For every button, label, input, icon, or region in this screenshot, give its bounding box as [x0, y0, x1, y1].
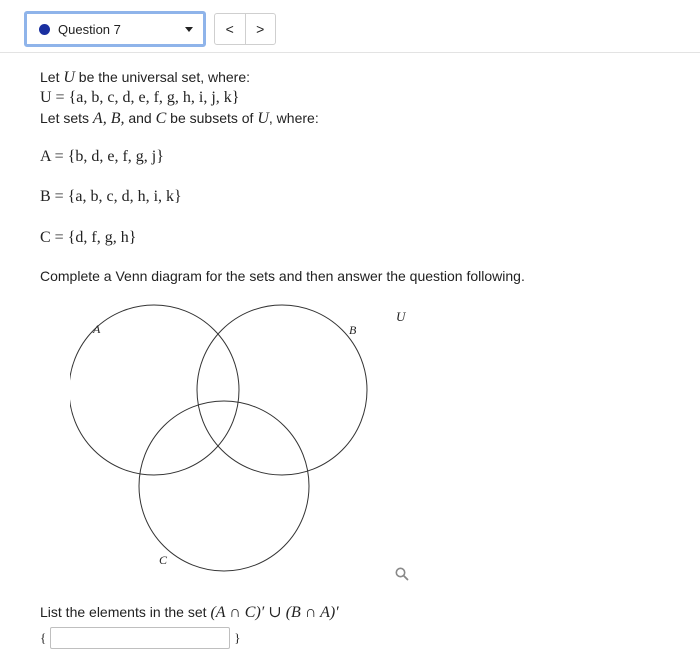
- intro-text-1: Let: [40, 69, 64, 85]
- prompt-text: List the elements in the set: [40, 604, 211, 620]
- question-toolbar: [0, 0, 700, 60]
- universal-set-definition: U = {a, b, c, d, e, f, g, h, i, j, k}: [40, 89, 240, 106]
- answer-row: [40, 626, 241, 650]
- subsets-text-2: and: [124, 110, 156, 126]
- previous-question-button[interactable]: <: [225, 21, 234, 37]
- answer-input[interactable]: [50, 627, 230, 649]
- circle-c: [139, 401, 309, 571]
- label-a: A: [93, 322, 101, 336]
- status-dot-icon: [39, 24, 50, 35]
- subsets-vars-ab: A, B,: [92, 110, 125, 127]
- caret-down-icon: [185, 27, 193, 32]
- subsets-intro: [40, 110, 319, 128]
- question-selector[interactable]: [24, 11, 206, 47]
- set-c-definition: C = {d, f, g, h}: [40, 229, 137, 246]
- subsets-var-c: C: [155, 110, 167, 127]
- intro-var-u: U: [63, 69, 75, 86]
- label-u: U: [396, 309, 406, 324]
- set-expression: (A ∩ C)′ ∪ (B ∩ A)′: [210, 604, 339, 621]
- universal-set-intro: [40, 69, 250, 87]
- magnifier-icon[interactable]: [394, 566, 410, 582]
- answer-prompt: [40, 602, 339, 622]
- set-b-definition: B = {a, b, c, d, h, i, k}: [40, 188, 182, 205]
- toolbar-divider: [0, 52, 700, 53]
- circle-b: [197, 305, 367, 475]
- set-a-definition: A = {b, d, e, f, g, j}: [40, 148, 164, 165]
- intro-text-2: be the universal set, where:: [74, 69, 251, 85]
- label-c: C: [159, 553, 168, 567]
- venn-instruction: Complete a Venn diagram for the sets and then answer the question following.: [40, 268, 525, 284]
- label-b: B: [349, 323, 357, 337]
- open-brace: {: [40, 630, 47, 645]
- subsets-text-4: , where:: [268, 110, 319, 126]
- close-brace: }: [234, 630, 241, 645]
- question-nav: [214, 13, 276, 45]
- question-selector-label: Question 7: [58, 21, 121, 37]
- next-question-button[interactable]: >: [256, 21, 265, 37]
- subsets-text-3: be subsets of: [166, 110, 258, 126]
- subsets-var-u: U: [257, 110, 269, 127]
- venn-diagram: [70, 300, 380, 580]
- subsets-text-1: Let sets: [40, 110, 93, 126]
